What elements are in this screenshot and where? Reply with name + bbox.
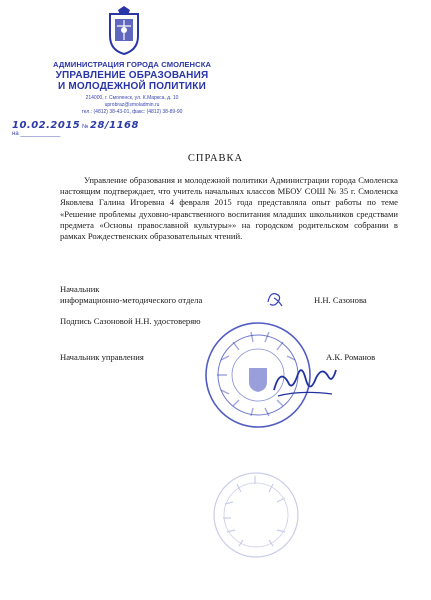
- faint-bleedthrough-stamp: [211, 470, 301, 560]
- letterhead-email: uprobraz@smoladmin.ru: [104, 102, 160, 108]
- signatory2-title: Начальник управления: [60, 352, 144, 362]
- registration-date: 10.02.2015: [12, 120, 81, 131]
- document-title: СПРАВКА: [187, 153, 244, 164]
- registration-line: [12, 120, 202, 137]
- letterhead-org-line1: УПРАВЛЕНИЕ ОБРАЗОВАНИЯ: [55, 70, 209, 81]
- letterhead-admin: АДМИНИСТРАЦИЯ ГОРОДА СМОЛЕНСКА: [52, 60, 212, 69]
- letterhead-address: 214000, г. Смоленск, ул. К.Маркса, д. 10: [85, 95, 179, 101]
- certification-line: Подпись Сазоновой Н.Н. удостоверяю: [60, 316, 201, 326]
- registration-number: 28/1168: [90, 120, 139, 131]
- document-body: Управление образования и молодежной политики Администрации города Смоленска настоящим подтверждает, что учитель начальных классов МБОУ СОШ № 35 г. Смоленска Яковлева Галина Игоревна 4 февраля 2015 года представляла опыт работы по теме «Решение проблемы духовно-нравственного воспитания младших школьников средствами предмета «Основы православной культуры»» на городском родительском собрании в рамках Рождественских образовательных чтений.: [60, 175, 398, 242]
- signatory1-title-line1: Начальник: [60, 284, 100, 294]
- letterhead-phone: тел.: (4812) 38-43-01, факс: (4812) 38-89-90: [81, 109, 183, 115]
- signatory1-title-line2: информационно-методического отдела: [60, 295, 203, 305]
- signatory2-name: А.К. Романов: [326, 352, 376, 362]
- letterhead-org-line2: И МОЛОДЕЖНОЙ ПОЛИТИКИ: [58, 81, 206, 92]
- signatory1-name: Н.Н. Сазонова: [314, 295, 367, 305]
- registration-number-label: №: [81, 124, 89, 130]
- handwritten-initial-mark: [264, 288, 286, 310]
- registration-ref-line: на ____________: [12, 131, 61, 137]
- letterhead: [22, 60, 242, 116]
- handwritten-signature: [270, 360, 340, 405]
- city-crest-emblem: [104, 6, 144, 56]
